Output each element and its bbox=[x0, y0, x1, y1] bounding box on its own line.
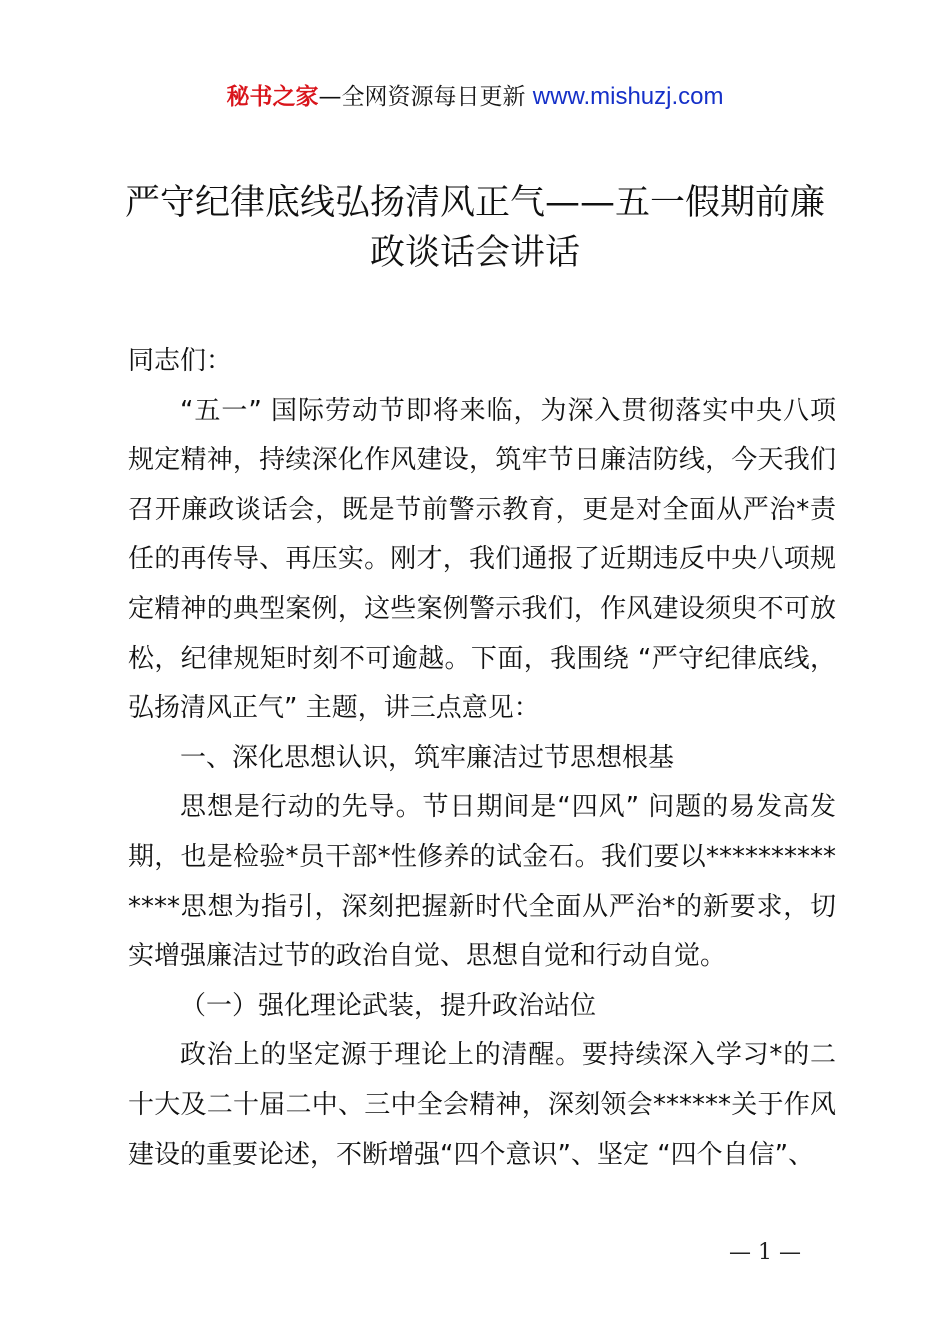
site-brand-name: 秘书之家 bbox=[226, 84, 319, 110]
paragraph-subsection-1: 政治上的坚定源于理论上的清醒。要持续深入学习*的二十大及二十届二中、三中全会精神，深刻领会******关于作风建设的重要论述，不断增强“四个意识”、坚定 “四个自信”、 bbox=[128, 1040, 836, 1170]
salutation: 同志们： bbox=[128, 346, 233, 376]
page-number: — 1 — bbox=[729, 1240, 801, 1265]
subsection-heading-1: （一）强化理论武装，提升政治站位 bbox=[180, 990, 597, 1021]
document-body bbox=[128, 337, 836, 1180]
site-banner bbox=[0, 80, 950, 114]
document-title: 严守纪律底线弘扬清风正气——五一假期前廉政谈话会讲话 bbox=[124, 183, 825, 273]
paragraph-section-1: 思想是行动的先导。节日期间是“四风” 问题的易发高发期，也是检验*员干部*性修养的试金石。我们要以**************思想为指引，深刻把握新时代全面从严治*的新要求，切实增强廉洁过节的政治自觉、思想自觉和行动自觉。 bbox=[128, 792, 836, 972]
section-heading-1: 一、深化思想认识，筑牢廉洁过节思想根基 bbox=[180, 742, 675, 773]
paragraph-intro: “五一” 国际劳动节即将来临，为深入贯彻落实中央八项规定精神，持续深化作风建设，筑牢节日廉洁防线，今天我们召开廉政谈话会，既是节前警示教育，更是对全面从严治*责任的再传导、再压实。刚才，我们通报了近期违反中央八项规定精神的典型案例，这些案例警示我们，作风建设须臾不可放松，纪律规矩时刻不可逾越。下面，我围绕 “严守纪律底线，弘扬清风正气” 主题，讲三点意见： bbox=[128, 395, 836, 724]
site-url-link[interactable]: www.mishuzj.com bbox=[532, 83, 724, 110]
site-slogan: —全网资源每日更新 bbox=[318, 84, 526, 110]
